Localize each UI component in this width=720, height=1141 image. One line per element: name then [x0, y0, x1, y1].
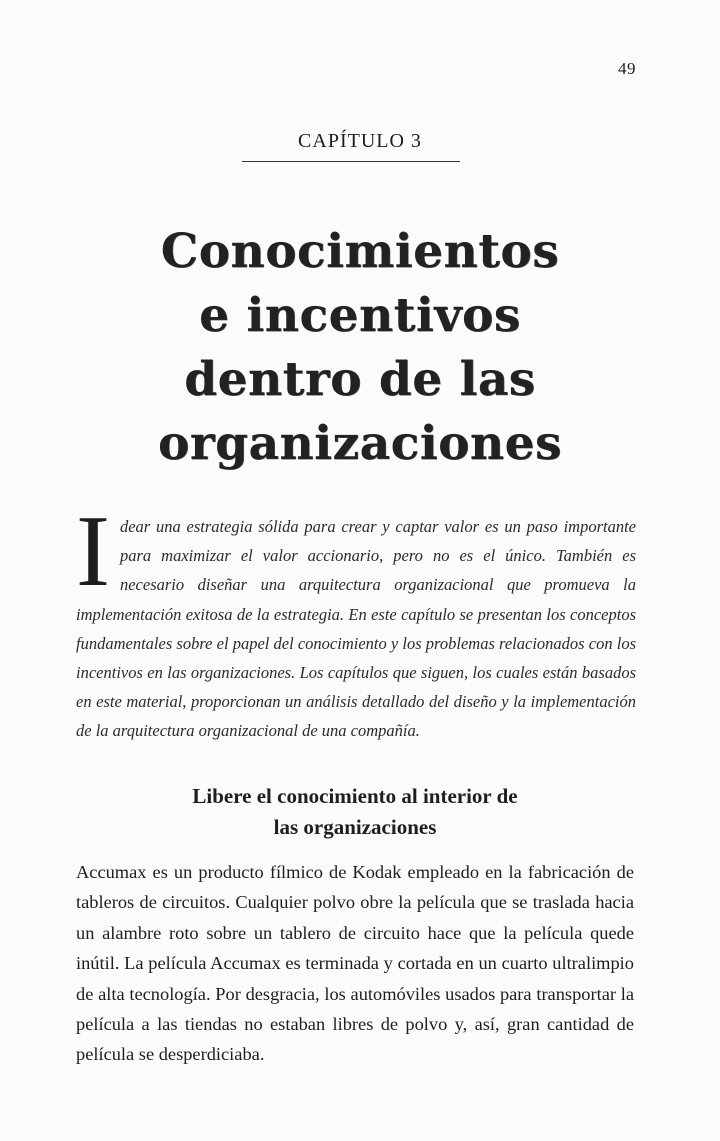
chapter-title-line: organizaciones — [158, 416, 562, 471]
chapter-label: CAPÍTULO 3 — [298, 130, 422, 152]
intro-paragraph — [76, 495, 636, 746]
section-heading — [130, 781, 580, 843]
chapter-title-line: Conocimientos — [160, 224, 560, 279]
section-heading-line: las organizaciones — [273, 815, 437, 839]
chapter-title-line: e incentivos — [199, 288, 521, 343]
section-heading-line: Libere el conocimiento al interior de — [192, 784, 518, 808]
chapter-rule — [242, 161, 460, 162]
chapter-title — [100, 220, 620, 476]
body-paragraph: Accumax es un producto fílmico de Kodak empleado en la fabricación de tableros de circuitos. Cualquier polvo obre la película que se traslada hacia un alambre roto sobre un tablero de circuito hace que la película quede inútil. La película Accumax es terminada y cortada en un cuarto ultralimpio de alta tecnología. Por desgracia, los automóviles usados para transportar la película a las tiendas no estaban libres de polvo y, así, gran cantidad de película se desperdiciaba. — [76, 862, 634, 1065]
page-number: 49 — [618, 59, 636, 78]
drop-cap: I — [76, 495, 110, 608]
chapter-title-line: dentro de las — [184, 352, 536, 407]
intro-text: dear una estrategia sólida para crear y captar valor es un paso importante para maximizar el valor accionario, pero no es el único. También es necesario diseñar una arquitectura organizacional que promueva la implementación exitosa de la estrategia. En este capítulo se presentan los conceptos fundamentales sobre el papel del conocimiento y los problemas relacionados con los incentivos en las organizaciones. Los capítulos que siguen, los cuales están basados en este material, proporcionan un análisis detallado del diseño y la implementación de la arquitectura organizacional de una compañía. — [76, 517, 636, 741]
